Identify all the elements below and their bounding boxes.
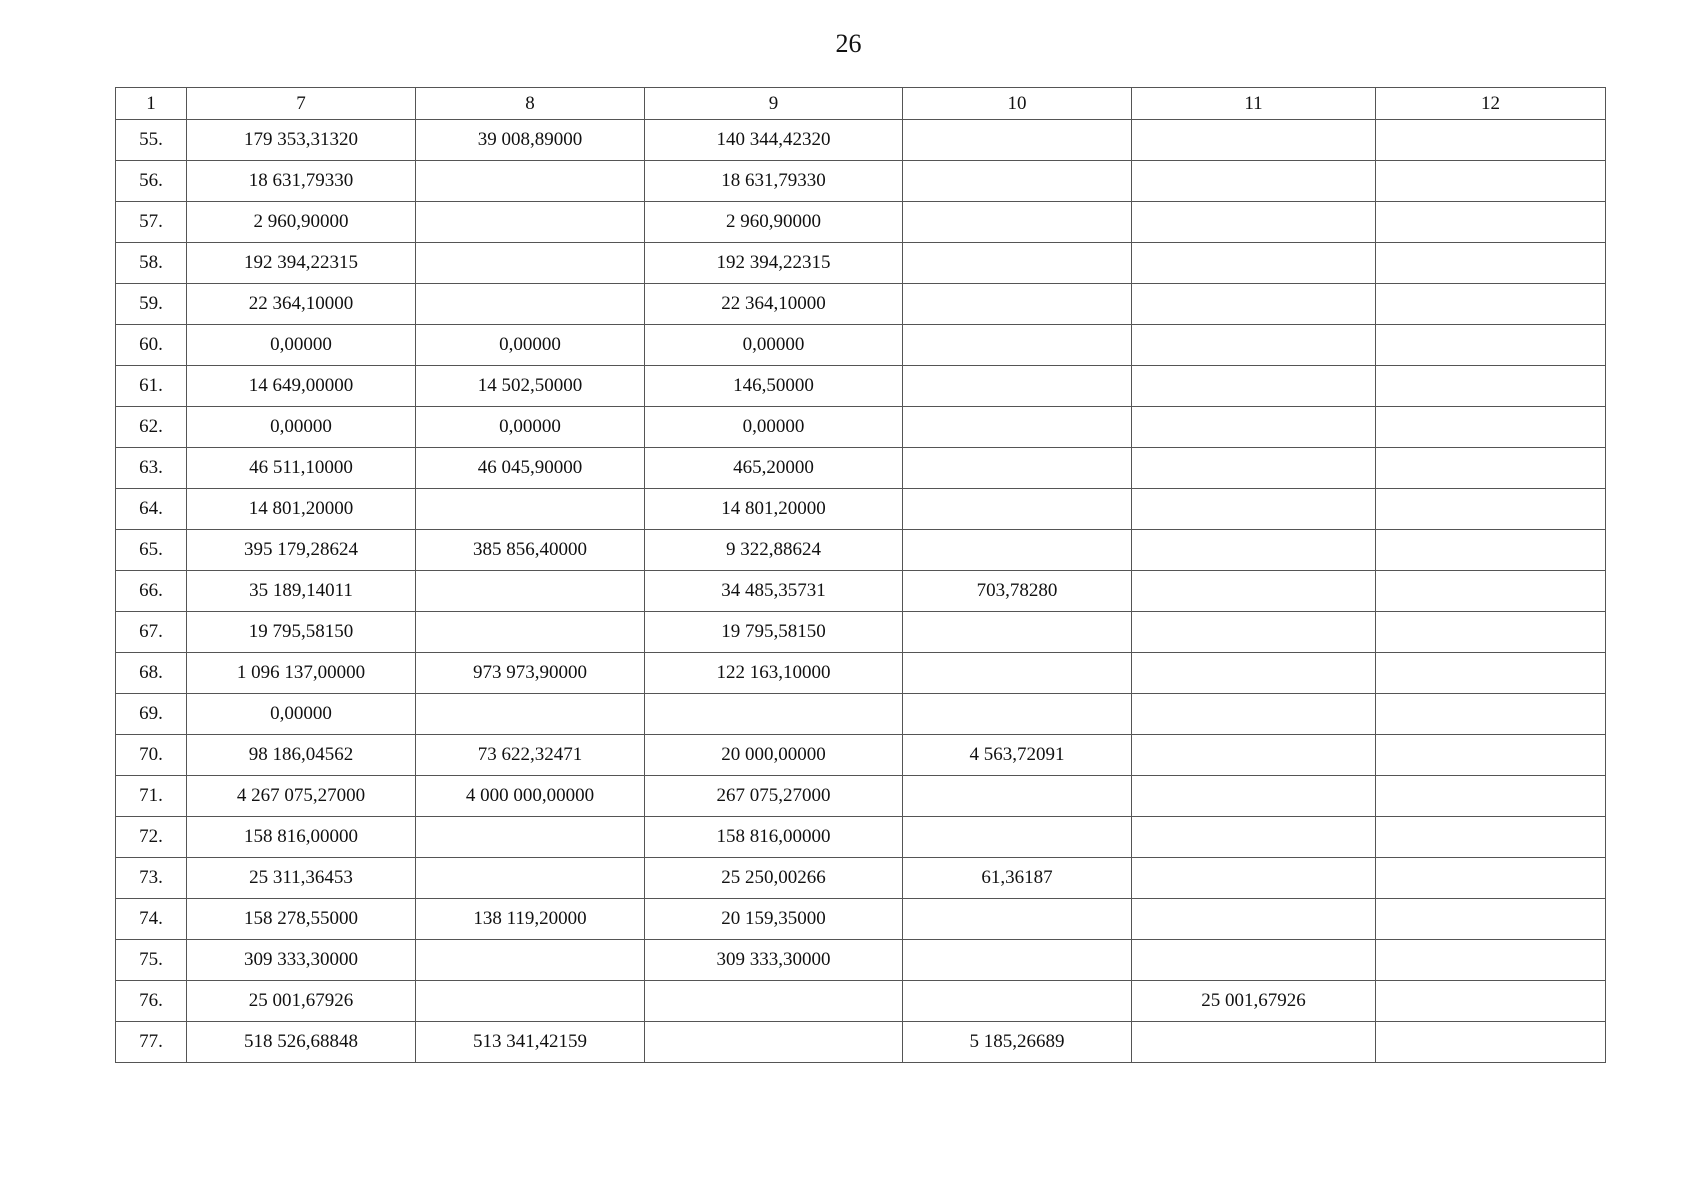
table-cell-col-10 [903, 817, 1132, 858]
table-cell-col-7: 25 311,36453 [187, 858, 416, 899]
table-cell-col-11 [1132, 899, 1376, 940]
table-cell-col-9: 20 159,35000 [645, 899, 903, 940]
table-cell-col-11 [1132, 243, 1376, 284]
table-cell-col-8 [416, 202, 645, 243]
table-cell-col-12 [1376, 571, 1606, 612]
table-row [116, 530, 1606, 571]
table-cell-col-11 [1132, 776, 1376, 817]
table-cell-col-10 [903, 489, 1132, 530]
table-cell-col-7: 309 333,30000 [187, 940, 416, 981]
row-number-cell: 64. [116, 489, 187, 530]
row-number-cell: 77. [116, 1022, 187, 1063]
table-cell-col-11 [1132, 489, 1376, 530]
table-cell-col-10 [903, 530, 1132, 571]
table-cell-col-7: 25 001,67926 [187, 981, 416, 1022]
table-cell-col-10: 61,36187 [903, 858, 1132, 899]
table-cell-col-7: 0,00000 [187, 694, 416, 735]
table-cell-col-12 [1376, 858, 1606, 899]
table-cell-col-10: 703,78280 [903, 571, 1132, 612]
table-cell-col-11 [1132, 858, 1376, 899]
table-cell-col-7: 4 267 075,27000 [187, 776, 416, 817]
table-cell-col-11 [1132, 817, 1376, 858]
row-number-cell: 72. [116, 817, 187, 858]
table-cell-col-12 [1376, 694, 1606, 735]
table-cell-col-7: 35 189,14011 [187, 571, 416, 612]
table-cell-col-9: 20 000,00000 [645, 735, 903, 776]
table-cell-col-11 [1132, 694, 1376, 735]
table-body [116, 120, 1606, 1063]
column-header-7: 7 [187, 88, 416, 120]
column-header-8: 8 [416, 88, 645, 120]
table-cell-col-10: 5 185,26689 [903, 1022, 1132, 1063]
table-cell-col-11 [1132, 571, 1376, 612]
row-number-cell: 58. [116, 243, 187, 284]
table-cell-col-8 [416, 940, 645, 981]
table-cell-col-11 [1132, 161, 1376, 202]
table-cell-col-9: 140 344,42320 [645, 120, 903, 161]
table-cell-col-8: 14 502,50000 [416, 366, 645, 407]
table-cell-col-9: 465,20000 [645, 448, 903, 489]
table-cell-col-9: 14 801,20000 [645, 489, 903, 530]
table-row [116, 981, 1606, 1022]
table-cell-col-7: 46 511,10000 [187, 448, 416, 489]
column-header-12: 12 [1376, 88, 1606, 120]
table-cell-col-8 [416, 284, 645, 325]
row-number-cell: 59. [116, 284, 187, 325]
row-number-cell: 57. [116, 202, 187, 243]
row-number-cell: 74. [116, 899, 187, 940]
table-cell-col-8 [416, 161, 645, 202]
table-cell-col-12 [1376, 161, 1606, 202]
column-header-9: 9 [645, 88, 903, 120]
table-cell-col-7: 518 526,68848 [187, 1022, 416, 1063]
table-cell-col-10 [903, 448, 1132, 489]
table-row [116, 858, 1606, 899]
table-cell-col-9: 9 322,88624 [645, 530, 903, 571]
table-cell-col-11 [1132, 448, 1376, 489]
table-cell-col-11 [1132, 940, 1376, 981]
table-cell-col-12 [1376, 489, 1606, 530]
table-cell-col-10 [903, 366, 1132, 407]
table-cell-col-9: 22 364,10000 [645, 284, 903, 325]
table-row [116, 694, 1606, 735]
table-cell-col-11 [1132, 653, 1376, 694]
table-cell-col-10: 4 563,72091 [903, 735, 1132, 776]
table-cell-col-9: 19 795,58150 [645, 612, 903, 653]
table-cell-col-10 [903, 653, 1132, 694]
table-cell-col-8 [416, 571, 645, 612]
row-number-cell: 75. [116, 940, 187, 981]
table-cell-col-7: 0,00000 [187, 407, 416, 448]
table-cell-col-11 [1132, 120, 1376, 161]
table-cell-col-7: 158 278,55000 [187, 899, 416, 940]
table-cell-col-10 [903, 120, 1132, 161]
table-row [116, 243, 1606, 284]
column-header-11: 11 [1132, 88, 1376, 120]
table-row [116, 120, 1606, 161]
table-cell-col-8: 513 341,42159 [416, 1022, 645, 1063]
table-cell-col-12 [1376, 735, 1606, 776]
table-cell-col-10 [903, 694, 1132, 735]
table-cell-col-8: 46 045,90000 [416, 448, 645, 489]
table-row [116, 366, 1606, 407]
table-cell-col-8: 973 973,90000 [416, 653, 645, 694]
table-cell-col-8 [416, 817, 645, 858]
table-cell-col-10 [903, 325, 1132, 366]
table-cell-col-8: 138 119,20000 [416, 899, 645, 940]
table-cell-col-9: 34 485,35731 [645, 571, 903, 612]
table-row [116, 571, 1606, 612]
table-cell-col-11 [1132, 202, 1376, 243]
table-cell-col-8 [416, 858, 645, 899]
table-cell-col-8: 0,00000 [416, 407, 645, 448]
table-row [116, 899, 1606, 940]
table-cell-col-8: 4 000 000,00000 [416, 776, 645, 817]
table-cell-col-12 [1376, 776, 1606, 817]
table-cell-col-9: 146,50000 [645, 366, 903, 407]
table-cell-col-8: 73 622,32471 [416, 735, 645, 776]
table-cell-col-7: 2 960,90000 [187, 202, 416, 243]
table-row [116, 776, 1606, 817]
row-number-cell: 63. [116, 448, 187, 489]
table-cell-col-11 [1132, 612, 1376, 653]
table-cell-col-12 [1376, 448, 1606, 489]
table-cell-col-11: 25 001,67926 [1132, 981, 1376, 1022]
table-cell-col-12 [1376, 407, 1606, 448]
table-cell-col-9: 18 631,79330 [645, 161, 903, 202]
table-row [116, 448, 1606, 489]
table-cell-col-8 [416, 981, 645, 1022]
table-cell-col-10 [903, 243, 1132, 284]
table-cell-col-12 [1376, 817, 1606, 858]
table-cell-col-7: 98 186,04562 [187, 735, 416, 776]
table-cell-col-12 [1376, 325, 1606, 366]
table-cell-col-8 [416, 489, 645, 530]
table-cell-col-12 [1376, 1022, 1606, 1063]
table-cell-col-11 [1132, 366, 1376, 407]
column-header-1: 1 [116, 88, 187, 120]
row-number-cell: 61. [116, 366, 187, 407]
table-row [116, 325, 1606, 366]
table-cell-col-11 [1132, 735, 1376, 776]
table-cell-col-12 [1376, 120, 1606, 161]
table-cell-col-10 [903, 612, 1132, 653]
page-number: 26 [835, 29, 862, 58]
table-cell-col-11 [1132, 325, 1376, 366]
row-number-cell: 68. [116, 653, 187, 694]
table-cell-col-11 [1132, 530, 1376, 571]
table-cell-col-7: 192 394,22315 [187, 243, 416, 284]
row-number-cell: 55. [116, 120, 187, 161]
table-cell-col-9: 267 075,27000 [645, 776, 903, 817]
table-cell-col-8: 0,00000 [416, 325, 645, 366]
table-cell-col-8 [416, 243, 645, 284]
table-cell-col-8 [416, 694, 645, 735]
row-number-cell: 70. [116, 735, 187, 776]
row-number-cell: 71. [116, 776, 187, 817]
row-number-cell: 66. [116, 571, 187, 612]
table-cell-col-9: 25 250,00266 [645, 858, 903, 899]
table-row [116, 940, 1606, 981]
table-cell-col-9 [645, 981, 903, 1022]
table-cell-col-8: 385 856,40000 [416, 530, 645, 571]
row-number-cell: 62. [116, 407, 187, 448]
row-number-cell: 76. [116, 981, 187, 1022]
table-cell-col-7: 395 179,28624 [187, 530, 416, 571]
table-cell-col-9 [645, 1022, 903, 1063]
table-cell-col-11 [1132, 1022, 1376, 1063]
table-cell-col-10 [903, 284, 1132, 325]
table-cell-col-7: 19 795,58150 [187, 612, 416, 653]
table-cell-col-7: 18 631,79330 [187, 161, 416, 202]
table-cell-col-8 [416, 612, 645, 653]
table-cell-col-12 [1376, 366, 1606, 407]
table-row [116, 284, 1606, 325]
table-cell-col-10 [903, 899, 1132, 940]
table-cell-col-7: 158 816,00000 [187, 817, 416, 858]
table-cell-col-10 [903, 940, 1132, 981]
table-cell-col-10 [903, 981, 1132, 1022]
table-row [116, 489, 1606, 530]
table-cell-col-7: 0,00000 [187, 325, 416, 366]
row-number-cell: 60. [116, 325, 187, 366]
table-row [116, 653, 1606, 694]
table-cell-col-9: 158 816,00000 [645, 817, 903, 858]
table-cell-col-12 [1376, 940, 1606, 981]
table-row [116, 1022, 1606, 1063]
table-cell-col-12 [1376, 612, 1606, 653]
row-number-cell: 73. [116, 858, 187, 899]
table-cell-col-7: 179 353,31320 [187, 120, 416, 161]
table-cell-col-12 [1376, 243, 1606, 284]
table-cell-col-12 [1376, 284, 1606, 325]
table-cell-col-7: 14 801,20000 [187, 489, 416, 530]
table-cell-col-12 [1376, 653, 1606, 694]
table-cell-col-9: 122 163,10000 [645, 653, 903, 694]
table-row [116, 407, 1606, 448]
table-cell-col-12 [1376, 530, 1606, 571]
table-cell-col-7: 22 364,10000 [187, 284, 416, 325]
header-row [116, 88, 1606, 120]
table-cell-col-11 [1132, 284, 1376, 325]
table-cell-col-12 [1376, 981, 1606, 1022]
column-header-10: 10 [903, 88, 1132, 120]
row-number-cell: 56. [116, 161, 187, 202]
table-cell-col-10 [903, 776, 1132, 817]
table-cell-col-10 [903, 407, 1132, 448]
table-cell-col-9: 0,00000 [645, 325, 903, 366]
table-cell-col-12 [1376, 202, 1606, 243]
table-cell-col-10 [903, 202, 1132, 243]
row-number-cell: 69. [116, 694, 187, 735]
data-table [115, 87, 1606, 1063]
table-cell-col-9: 192 394,22315 [645, 243, 903, 284]
table-cell-col-9: 0,00000 [645, 407, 903, 448]
row-number-cell: 65. [116, 530, 187, 571]
table-header [116, 88, 1606, 120]
table-row [116, 612, 1606, 653]
table-cell-col-9 [645, 694, 903, 735]
row-number-cell: 67. [116, 612, 187, 653]
table-cell-col-7: 1 096 137,00000 [187, 653, 416, 694]
table-cell-col-11 [1132, 407, 1376, 448]
table-cell-col-7: 14 649,00000 [187, 366, 416, 407]
table-cell-col-8: 39 008,89000 [416, 120, 645, 161]
table-cell-col-9: 2 960,90000 [645, 202, 903, 243]
table-row [116, 202, 1606, 243]
table-cell-col-10 [903, 161, 1132, 202]
table-row [116, 161, 1606, 202]
table-cell-col-12 [1376, 899, 1606, 940]
table-row [116, 817, 1606, 858]
table-cell-col-9: 309 333,30000 [645, 940, 903, 981]
table-row [116, 735, 1606, 776]
